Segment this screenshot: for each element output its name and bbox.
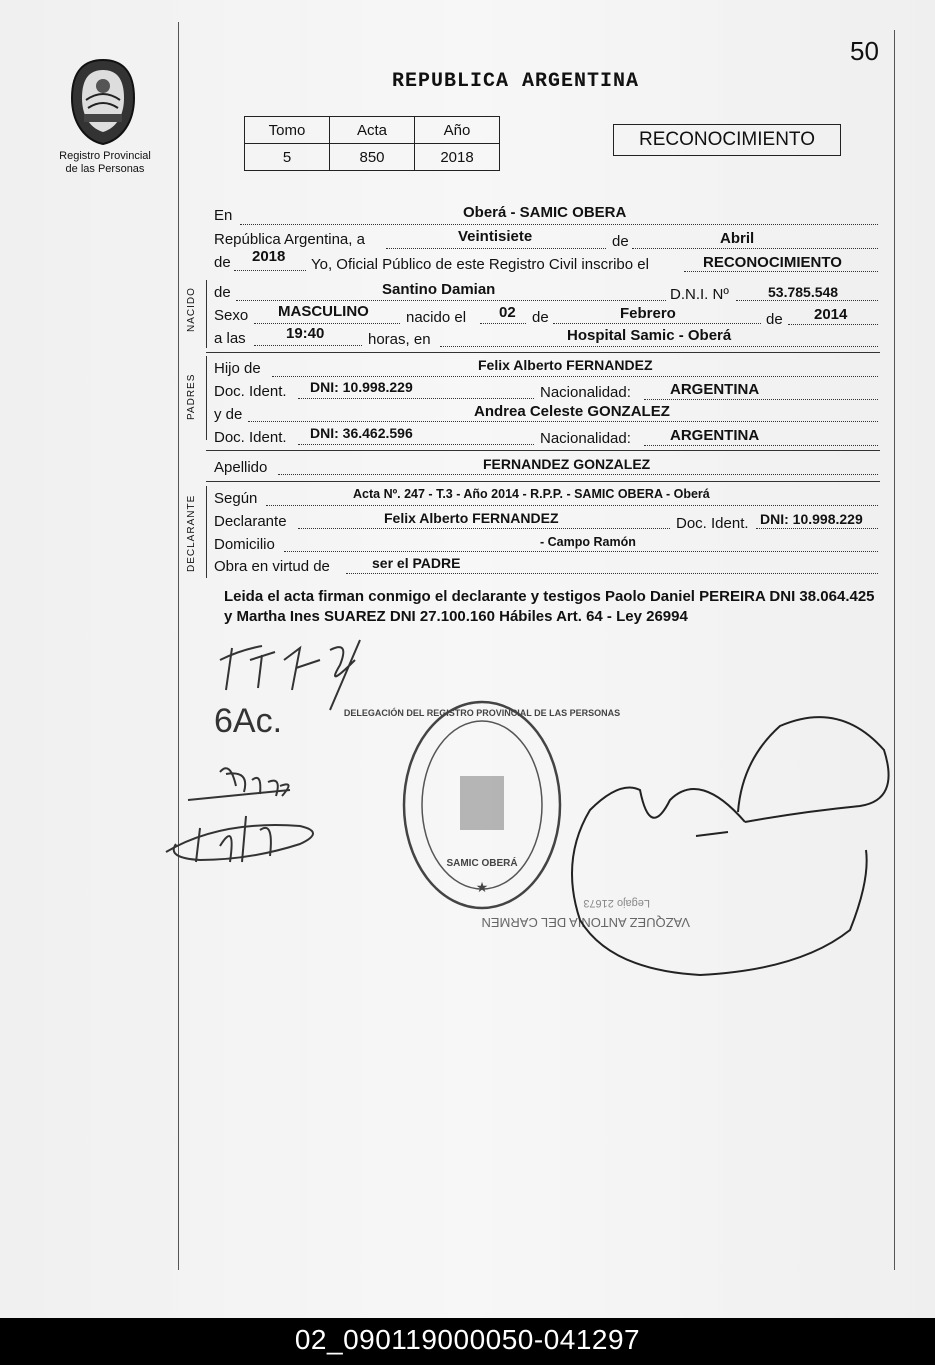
footer-code: 02_090119000050-041297 <box>294 1324 641 1355</box>
label-dni: D.N.I. Nº <box>670 286 729 303</box>
label-nacionalidad-2: Nacionalidad: <box>540 430 631 447</box>
seal-inner-text: SAMIC OBERÁ <box>446 858 518 869</box>
value-birth-year: 2014 <box>814 306 848 323</box>
value-year: 2018 <box>252 248 286 265</box>
official-stamp <box>481 897 690 930</box>
value-mother: Andrea Celeste GONZALEZ <box>474 403 670 420</box>
label-obra: Obra en virtud de <box>214 558 330 575</box>
value-birth-day: 02 <box>499 304 516 321</box>
label-de-sep: de <box>612 233 629 250</box>
seal-ring-text: DELEGACIÓN DEL REGISTRO PROVINCIAL DE LAS PERSONAS <box>343 708 621 718</box>
label-de-name: de <box>214 284 231 301</box>
label-declarante: Declarante <box>214 513 287 530</box>
tomo-header: Tomo <box>245 117 330 144</box>
acta-header: Acta <box>330 117 415 144</box>
value-father: Felix Alberto FERNANDEZ <box>478 357 653 373</box>
label-nacionalidad-1: Nacionalidad: <box>540 384 631 401</box>
value-birth-place: Hospital Samic - Oberá <box>567 327 732 344</box>
value-mother-nat: ARGENTINA <box>670 427 760 444</box>
value-act: RECONOCIMIENTO <box>703 254 842 271</box>
section-label-nacido: NACIDO <box>186 287 197 332</box>
registry-caption-line1: Registro Provincial <box>59 150 151 162</box>
acta-value: 850 <box>330 144 415 171</box>
official-signature <box>572 717 889 975</box>
section-label-declarante: DECLARANTE <box>186 494 197 572</box>
label-doc-ident-3: Doc. Ident. <box>676 515 749 532</box>
value-birth-time: 19:40 <box>286 325 325 342</box>
value-day-words: Veintisiete <box>458 228 533 245</box>
registry-seal <box>404 702 560 908</box>
label-de-month: de <box>766 311 783 328</box>
label-apellido: Apellido <box>214 459 268 476</box>
label-a-las: a las <box>214 330 246 347</box>
registry-caption-line2: de las Personas <box>65 163 145 175</box>
value-declarant-doc: DNI: 10.998.229 <box>760 511 863 527</box>
value-sex: MASCULINO <box>278 303 369 320</box>
anio-value: 2018 <box>415 144 500 171</box>
anio-header: Año <box>415 117 500 144</box>
label-hijo-de: Hijo de <box>214 360 261 377</box>
value-mother-doc: DNI: 36.462.596 <box>310 425 413 441</box>
label-segun: Según <box>214 490 258 507</box>
label-doc-ident-1: Doc. Ident. <box>214 383 287 400</box>
label-sexo: Sexo <box>214 307 249 324</box>
label-en: En <box>214 207 233 224</box>
section-label-padres: PADRES <box>186 373 197 420</box>
witness-signature-1 <box>188 768 290 800</box>
value-place: Oberá - SAMIC OBERA <box>463 204 627 221</box>
label-de-day: de <box>532 309 549 326</box>
tomo-value: 5 <box>245 144 330 171</box>
label-horas-en: horas, en <box>368 331 431 348</box>
value-domicile: - Campo Ramón <box>540 535 636 549</box>
value-declarant: Felix Alberto FERNANDEZ <box>384 510 559 526</box>
act-type-box: RECONOCIMIENTO <box>613 124 841 156</box>
declarant-signature <box>220 640 360 710</box>
label-y-de: y de <box>214 406 243 423</box>
value-name: Santino Damian <box>382 281 496 298</box>
handwritten-note: 6Ac. <box>214 702 283 740</box>
label-republica: República Argentina, a <box>214 231 365 248</box>
value-month: Abril <box>720 230 755 247</box>
page-number: 50 <box>850 36 879 66</box>
label-de-year: de <box>214 254 231 271</box>
official-stamp-name: VAZQUEZ ANTONIA DEL CARMEN <box>481 915 690 930</box>
value-father-doc: DNI: 10.998.229 <box>310 379 413 395</box>
value-surname: FERNANDEZ GONZALEZ <box>483 456 651 472</box>
witness-signature-2 <box>166 816 313 862</box>
official-stamp-legajo: Legajo 21673 <box>583 897 650 909</box>
footer-band <box>0 1318 935 1365</box>
label-nacido-el: nacido el <box>406 309 467 326</box>
document-title: REPUBLICA ARGENTINA <box>392 70 640 93</box>
svg-text:★: ★ <box>475 879 489 895</box>
value-dni: 53.785.548 <box>768 284 839 300</box>
value-obra: ser el PADRE <box>372 555 461 571</box>
closing-statement: Leida el acta firman conmigo el declarante y testigos Paolo Daniel PEREIRA DNI 38.064.425 y Martha Ines SUAREZ DNI 27.100.160 Hábiles Art. 64 - Ley 26994 <box>224 588 875 625</box>
label-domicilio: Domicilio <box>214 536 275 553</box>
value-segun: Acta Nº. 247 - T.3 - Año 2014 - R.P.P. - SAMIC OBERA - Oberá <box>353 487 710 501</box>
value-birth-month: Febrero <box>620 305 676 322</box>
value-father-nat: ARGENTINA <box>670 381 760 398</box>
label-yo-oficial: Yo, Oficial Público de este Registro Civil inscribo el <box>311 256 649 273</box>
label-doc-ident-2: Doc. Ident. <box>214 429 287 446</box>
